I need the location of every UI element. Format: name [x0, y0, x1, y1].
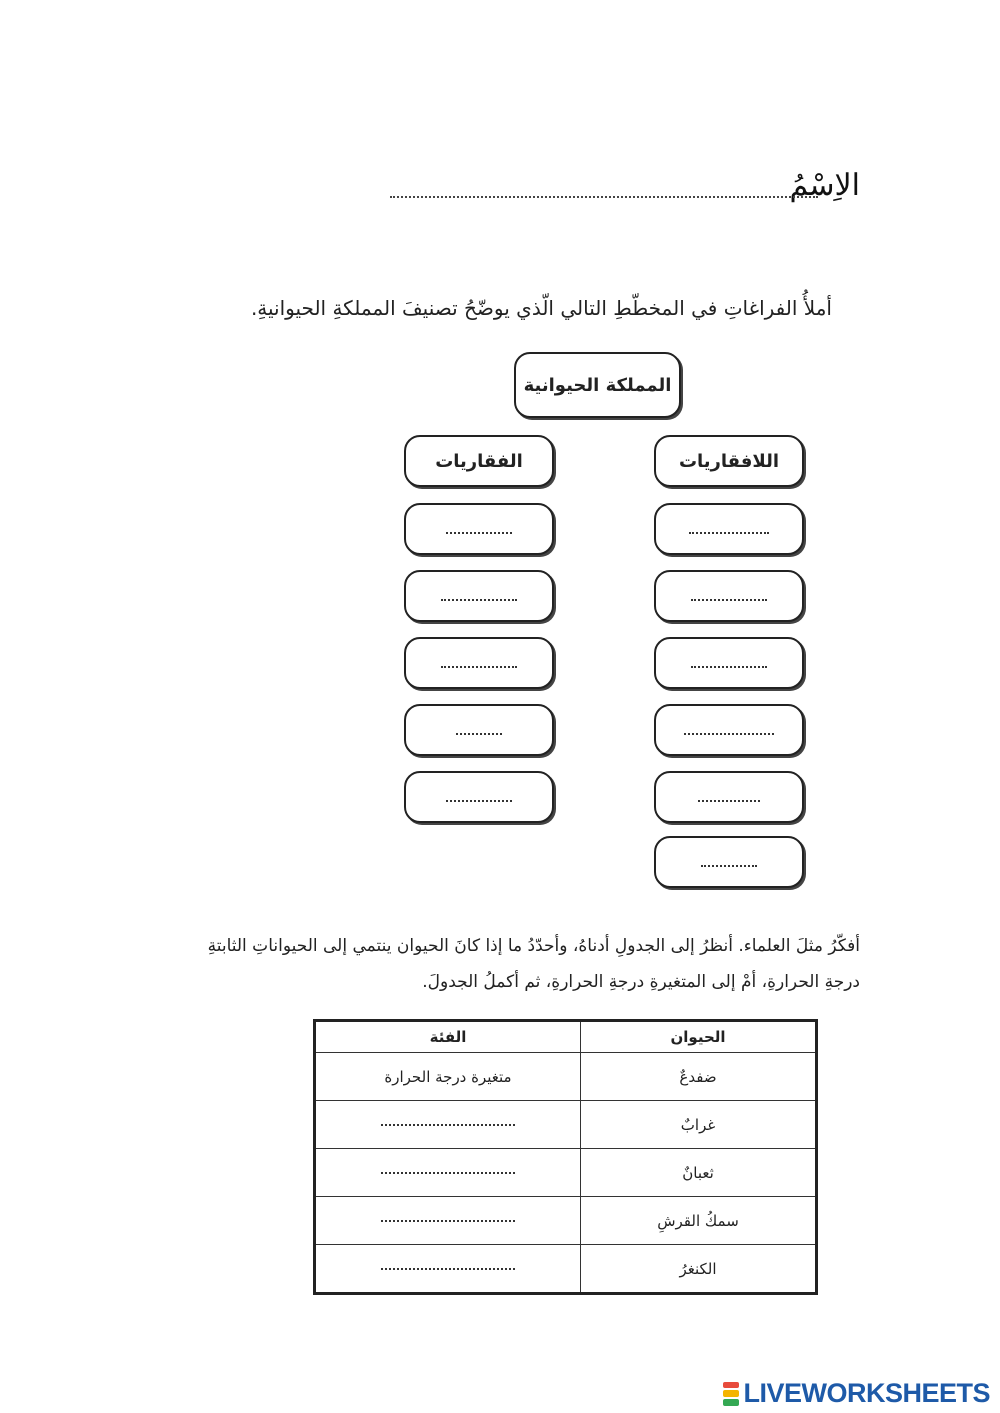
vertebrates-label: الفقاريات: [435, 450, 523, 472]
invertebrate-blank-5[interactable]: [654, 771, 804, 823]
header-animal: الحيوان: [581, 1021, 817, 1053]
root-label: المملكة الحيوانية: [523, 374, 672, 396]
exercise2-instruction-line2: درجةِ الحرارةِ، أمْ إلى المتغيرةِ درجةِ الحرارةِ، ثم أكملُ الجدولَ.: [422, 972, 860, 992]
category-blank[interactable]: [315, 1197, 581, 1245]
classification-table: [313, 1019, 818, 1295]
category-cell: متغيرة درجة الحرارة: [315, 1053, 581, 1101]
table-row: [315, 1245, 817, 1294]
name-input-line[interactable]: [390, 196, 818, 198]
table-row: [315, 1101, 817, 1149]
table-row: [315, 1053, 817, 1101]
vertebrates-header-box: [404, 435, 554, 487]
animal-cell: الكنغرُ: [581, 1245, 817, 1294]
name-label: الاِسْمُ: [789, 168, 860, 203]
logo-text: LIVEWORKSHEETS: [743, 1378, 990, 1408]
exercise1-instruction: أملأُ الفراغاتِ في المخطّطِ التالي الّذي يوضّحُ تصنيفَ المملكةِ الحيوانيةِ.: [250, 296, 832, 320]
liveworksheets-logo: [723, 1378, 990, 1409]
logo-mark-icon: [723, 1382, 739, 1406]
animal-cell: سمكُ القرشِ: [581, 1197, 817, 1245]
category-blank[interactable]: [315, 1101, 581, 1149]
category-blank[interactable]: [315, 1149, 581, 1197]
vertebrate-blank-4[interactable]: [404, 704, 554, 756]
invertebrate-blank-1[interactable]: [654, 503, 804, 555]
table-header-row: [315, 1021, 817, 1053]
animal-cell: غرابٌ: [581, 1101, 817, 1149]
animal-cell: ضفدعٌ: [581, 1053, 817, 1101]
invertebrate-blank-4[interactable]: [654, 704, 804, 756]
vertebrate-blank-2[interactable]: [404, 570, 554, 622]
table-row: [315, 1149, 817, 1197]
vertebrate-blank-5[interactable]: [404, 771, 554, 823]
exercise2-instruction-line1: أفكّرُ مثلَ العلماء. أنظرُ إلى الجدولِ أدناهُ، وأحدّدُ ما إذا كانَ الحيوان ينتمي إلى الحيواناتِ الثابتةِ: [207, 936, 860, 956]
invertebrate-blank-2[interactable]: [654, 570, 804, 622]
invertebrates-label: اللافقاريات: [678, 450, 780, 472]
logo-stripe: [723, 1399, 739, 1406]
logo-stripe: [723, 1382, 739, 1389]
invertebrate-blank-6[interactable]: [654, 836, 804, 888]
header-category: الفئة: [315, 1021, 581, 1053]
logo-stripe: [723, 1390, 739, 1397]
table-row: [315, 1197, 817, 1245]
vertebrate-blank-3[interactable]: [404, 637, 554, 689]
vertebrate-blank-1[interactable]: [404, 503, 554, 555]
category-blank[interactable]: [315, 1245, 581, 1294]
invertebrate-blank-3[interactable]: [654, 637, 804, 689]
animal-cell: ثعبانٌ: [581, 1149, 817, 1197]
root-box-animal-kingdom: [514, 352, 681, 418]
invertebrates-header-box: [654, 435, 804, 487]
